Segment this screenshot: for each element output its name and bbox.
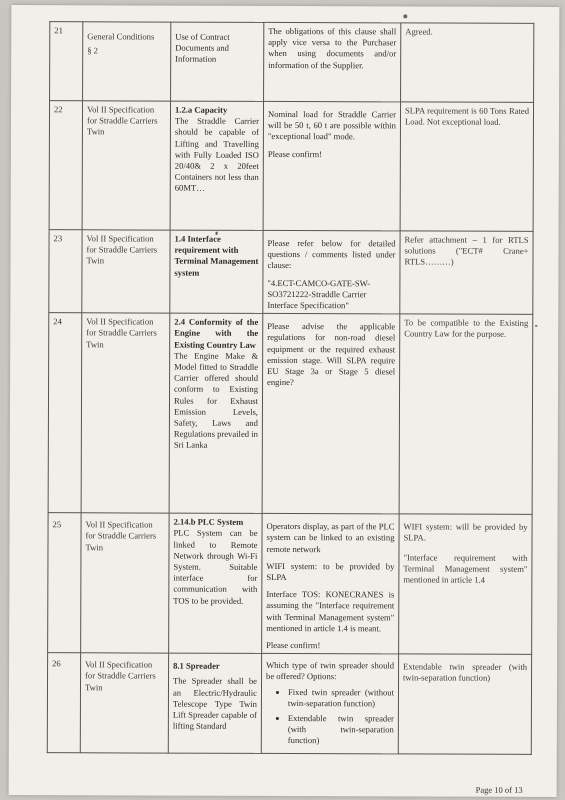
clause-text: Use of Contract Documents and Information <box>175 31 230 65</box>
section-text: Vol II Specification for Straddle Carriers Twin <box>86 316 157 349</box>
answer-text: Agreed. <box>405 26 433 37</box>
question-cell <box>263 230 400 314</box>
question-cell <box>264 22 401 101</box>
clause-text: The Straddle Carrier should be capable of Lifting and Travelling with Fully Loaded ISO 20/40& 2 x 20feet Containers not less than 60MT… <box>174 115 259 194</box>
question-cell <box>263 101 400 230</box>
clause-title: 2.14.b PLC System <box>173 516 244 528</box>
question-text: Which type of twin spreader should be offered? Options: <box>266 660 395 682</box>
section-text: Vol II Specification for Straddle Carriers Twin <box>85 519 157 552</box>
answer-text: To be compatible to the Existing Country Law for the purpose. <box>404 317 529 340</box>
answer-cell <box>400 231 533 315</box>
clause-text: The Spreader shall be an Electric/Hydraulic Telescope Type Twin Lift Spreader capable of lifting Standard <box>172 676 258 732</box>
row-number: 24 <box>48 313 82 513</box>
section-text: Vol II Specification for Straddle Carriers Twin <box>86 233 158 266</box>
section-cell <box>82 101 170 230</box>
question-text: Please refer below for detailed questions / comments listed under clause: <box>267 237 396 271</box>
table-row <box>48 513 532 655</box>
section-text: Vol II Specification for Straddle Carriers Twin <box>84 659 156 693</box>
clause-cell <box>168 653 261 753</box>
section-cell <box>83 22 171 101</box>
clause-cell <box>170 230 263 314</box>
question-text: Operators display, as part of the PLC system can be linked to an existing remote network <box>266 521 395 554</box>
question-cell <box>262 314 400 514</box>
question-text: The obligations of this clause shall apply vice versa to the Purchaser when using documents and/or information of the Supplier. <box>268 25 397 70</box>
document-page <box>9 5 560 797</box>
table-row <box>47 653 531 754</box>
section-cell <box>81 513 169 653</box>
answer-text: WIFI system: will be provided by SLPA. <box>403 521 528 543</box>
clause-title: 8.1 Spreader <box>173 660 220 672</box>
section-cell <box>82 230 170 314</box>
row-number: 25 <box>48 513 81 653</box>
scan-speck <box>403 14 407 18</box>
clause-title: 2.4 Conformity of the Engine with the Existing Country Law <box>174 316 259 350</box>
section-sub: § 2 <box>87 45 98 56</box>
answer-text: "Interface requirement with Terminal Management system" mentioned in article 1.4 <box>403 552 528 585</box>
row-number: 22 <box>49 101 82 230</box>
page-number: Page 10 of 13 <box>475 784 523 795</box>
answer-cell <box>399 514 532 654</box>
clause-cell <box>170 101 263 230</box>
clause-cell <box>171 22 264 101</box>
question-text: Nominal load for Straddle Carrier will be 50 t, 60 t are possible within "exceptional load" mode. <box>267 108 397 142</box>
question-cell <box>261 654 398 754</box>
table-row <box>48 313 533 515</box>
question-cell <box>262 514 399 655</box>
section-text: Vol II Specification for Straddle Carriers Twin <box>86 104 158 137</box>
answer-cell <box>399 314 533 514</box>
section-cell <box>80 653 168 753</box>
row-number: 21 <box>50 22 83 101</box>
table-row <box>50 22 534 103</box>
table-row <box>49 101 533 232</box>
answer-text: Refer attachment – 1 for RTLS solutions ("ECT# Crane+ RTLS………) <box>404 234 529 267</box>
answer-cell <box>400 102 533 231</box>
clause-title: 1.2.a Capacity <box>174 104 228 115</box>
question-text: "4.ECT-CAMCO-GATE-SW-SO3721222-Straddle Carrier Interface Specification" <box>267 277 371 311</box>
answer-cell <box>398 654 531 754</box>
question-text: Interface TOS: KONECRANES is assuming the "Interface requirement with Terminal Management system" mentioned in article 1.4 is meant. <box>266 589 395 634</box>
clause-cell <box>169 313 263 513</box>
table-row <box>49 230 533 315</box>
option-list <box>266 687 394 747</box>
section-text: General Conditions <box>87 31 155 42</box>
scan-speck <box>535 325 537 327</box>
answer-text: SLPA requirement is 60 Tons Rated Load. Not exceptional load. <box>404 105 530 127</box>
row-number: 23 <box>49 230 82 313</box>
section-cell <box>81 313 170 513</box>
clause-cell <box>169 513 262 653</box>
option-item: • Fixed twin spreader (without twin-separation function) <box>288 687 394 710</box>
question-text: Please advise the applicable regulations for non-road diesel equipment or the required exhaust emission stage. Will SLPA require EU Stage 3a or Stage 5 diesel engine? <box>267 321 396 388</box>
clause-text: PLC System can be linked to Remote Network through Wi-Fi System. Suitable interface for communication with TOS to be provided. <box>173 528 258 606</box>
answer-text: Extendable twin spreader (with twin-separation function) <box>403 661 528 684</box>
clarification-table <box>47 21 535 754</box>
option-item: • Extendable twin spreader (with twin-separation function) <box>288 713 394 747</box>
question-text: WIFI system: to be provided by SLPA <box>266 560 395 583</box>
clause-text: The Engine Make & Model fitted to Straddle Carrier offered should conform to Existing Rules for Exhaust Emission Levels, Safety, Laws and Regulations prevailed in Sri Lanka <box>173 350 259 451</box>
question-text: Please confirm! <box>267 148 323 159</box>
answer-cell <box>401 23 534 102</box>
clause-title: 1.4 Interface requirement with Terminal Management system <box>174 233 259 278</box>
question-text: Please confirm! <box>266 639 321 651</box>
row-number: 26 <box>47 653 80 753</box>
